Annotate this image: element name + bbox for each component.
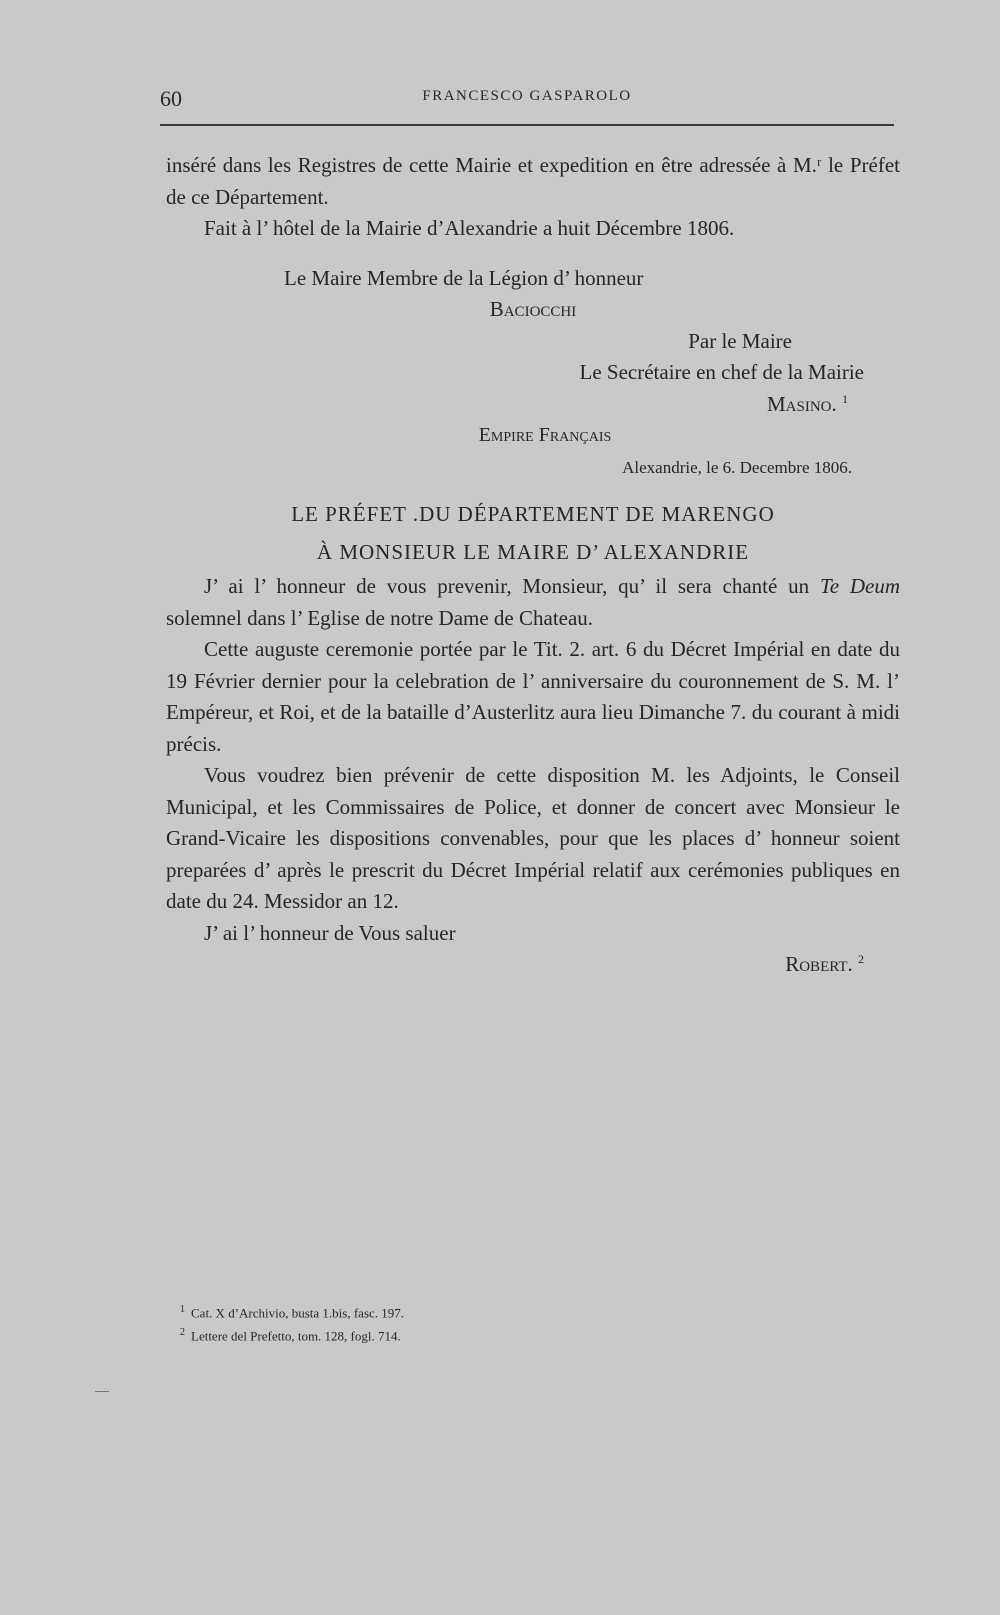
letter-heading-sender: LE PRÉFET .DU DÉPARTEMENT DE MARENGO (291, 502, 775, 526)
body-text (166, 150, 900, 981)
letter-paragraph-2: Cette auguste ceremonie portée par le Tit. 2. art. 6 du Décret Impérial en date du 19 Février dernier pour la celebration de l’ anniversaire du couronnement de S. M. l’ Empéreur, et Roi, et de la bataille d’Austerlitz aura lieu Dimanche 7. du courant à midi précis. (166, 637, 900, 756)
footnote-ref-1: 1 (842, 391, 848, 406)
footnote-ref-2: 2 (858, 952, 864, 966)
signature-name-masino (166, 389, 900, 421)
letter-paragraph-1-end: solemnel dans l’ Eglise de notre Dame de Chateau. (166, 605, 594, 630)
signature-secretaire: Le Secrétaire en chef de la Mairie (579, 360, 864, 384)
header-rule (160, 124, 894, 126)
signature-block (166, 263, 900, 421)
te-deum: Te Deum (819, 574, 900, 598)
opening-paragraph: inséré dans les Registres de cette Mairie et expedition en être adressée à M.ʳ le Préfet de ce Département. (166, 153, 900, 209)
letter-paragraph-1-start: J’ ai l’ honneur de vous prevenir, Monsieur, qu’ il sera chanté un (204, 574, 810, 598)
robert-name: Robert. (785, 952, 853, 976)
footnote-1 (180, 1300, 780, 1323)
footnote-1-text: Cat. X d’Archivio, busta 1.bis, fasc. 197. (191, 1305, 405, 1321)
signature-par-le-maire: Par le Maire (688, 328, 792, 353)
footnotes (180, 1300, 780, 1347)
signature-name-baciocchi: Baciocchi (489, 297, 577, 321)
letter-paragraph-4: J’ ai l’ honneur de Vous saluer (204, 920, 456, 945)
signature-title: Le Maire Membre de la Légion d’ honneur (284, 265, 644, 290)
letter-signature (166, 949, 900, 981)
dated-line: Fait à l’ hôtel de la Mairie d’Alexandrie a huit Décembre 1806. (204, 216, 735, 240)
place-date: Alexandrie, le 6. Decembre 1806. (622, 457, 852, 477)
footnote-2-mark: 2 (180, 1327, 185, 1339)
masino-name: Masino. (766, 391, 837, 416)
empire-heading: Empire Français (478, 424, 612, 446)
letter-paragraph-1 (166, 571, 900, 634)
page-number: 60 (160, 86, 182, 111)
running-head (160, 86, 894, 116)
letter-heading-recipient: À MONSIEUR LE MAIRE D’ ALEXANDRIE (316, 540, 750, 564)
margin-mark (95, 1391, 109, 1392)
running-title: FRANCESCO GASPAROLO (422, 88, 632, 104)
letter-paragraph-3: Vous voudrez bien prévenir de cette disposition M. les Adjoints, le Conseil Municipal, et les Commissaires de Police, et donner de concert avec Monsieur le Grand-Vicaire les dispositions convenables, pour que les places d’ honneur soient preparées d’ après le prescrit du Décret Impérial relatif aux cerémonies publiques en date du 24. Messidor an 12. (166, 763, 900, 913)
footnote-2-text: Lettere del Prefetto, tom. 128, fogl. 714. (191, 1328, 401, 1344)
footnote-1-mark: 1 (180, 1304, 185, 1315)
footnote-2 (180, 1323, 780, 1346)
